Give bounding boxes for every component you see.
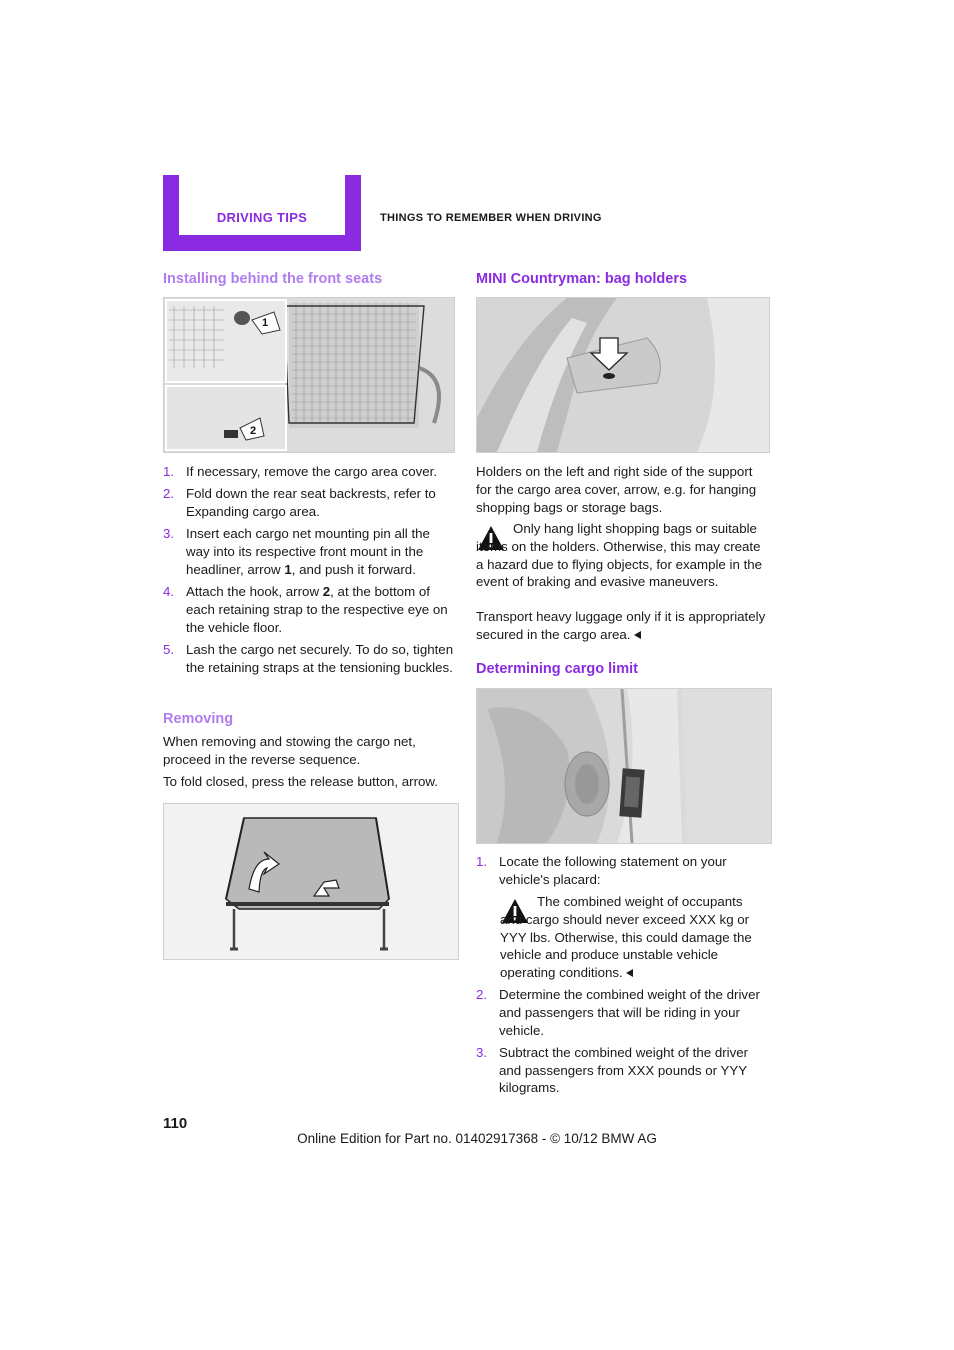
install-step-2: 2. Fold down the rear seat backrests, refer to Expanding cargo area. (163, 486, 436, 520)
cargo-steps (476, 853, 768, 893)
install-step-1: 1. If necessary, remove the cargo area cover. (163, 464, 438, 479)
bag-warning-text: Only hang light shopping bags or suitable items on the holders. Otherwise, this may create a hazard due to flying objects, for example in the event of braking and evasive maneuvers. (476, 521, 763, 590)
install-step-3: 3. Insert each cargo net mounting pin all the way into its respective front mount in the headliner, arrow 1, and push it forward. (163, 526, 430, 577)
heading-bag-holders: MINI Countryman: bag holders (476, 271, 688, 287)
figure-cargo-net-install (163, 297, 455, 453)
bag-warning-text-2: Transport heavy luggage only if it is appropriately secured in the cargo area. (476, 609, 766, 642)
cargo-steps-continued (476, 986, 768, 1102)
removing-paragraph-2: To fold closed, press the release button, arrow. (163, 774, 438, 789)
cargo-step-3: 3. Subtract the combined weight of the driver and passengers from XXX pounds or YYY kilograms. (476, 1044, 749, 1096)
heading-install: Installing behind the front seats (163, 271, 383, 287)
footer-edition: Online Edition for Part no. 01402917368 - © 10/12 BMW AG (297, 1131, 657, 1146)
removing-paragraph-1: When removing and stowing the cargo net, proceed in the reverse sequence. (163, 734, 416, 767)
chapter-title: THINGS TO REMEMBER WHEN DRIVING (380, 212, 602, 224)
section-tab-inner (179, 175, 345, 235)
bag-holders-paragraph: Holders on the left and right side of the support for the cargo area cover, arrow, e.g. for hanging shopping bags or storage bags. (476, 464, 757, 515)
heading-removing: Removing (163, 711, 234, 727)
figure1-callout-2: 2 (250, 425, 257, 437)
install-step-5: 5. Lash the cargo net securely. To do so, tighten the retaining straps at the tensioning buckles. (163, 642, 454, 675)
end-marker-icon (634, 631, 641, 639)
page-number: 110 (163, 1115, 188, 1132)
figure-cargo-net-fold (163, 803, 459, 960)
cargo-step-2: 2. Determine the combined weight of the driver and passengers that will be riding in your vehicle. (476, 987, 760, 1038)
install-steps (163, 463, 455, 681)
end-marker-icon (626, 969, 633, 977)
figure-vehicle-placard (476, 688, 772, 844)
figure1-callout-1: 1 (262, 317, 269, 329)
cargo-step-1: 1. Locate the following statement on your vehicle's placard: (476, 854, 727, 887)
section-tab-label[interactable]: DRIVING TIPS (216, 210, 308, 225)
heading-cargo-limit: Determining cargo limit (476, 661, 638, 677)
install-step-4: 4. Attach the hook, arrow 2, at the bottom of each retaining strap to the respective eye on the vehicle floor. (163, 584, 448, 635)
figure-bag-holders (476, 297, 770, 453)
cargo-warning-text: The combined weight of occupants and cargo should never exceed XXX kg or YYY lbs. Otherwise, this could damage the vehicle and produce unstable vehicle operating conditions. (500, 894, 752, 981)
